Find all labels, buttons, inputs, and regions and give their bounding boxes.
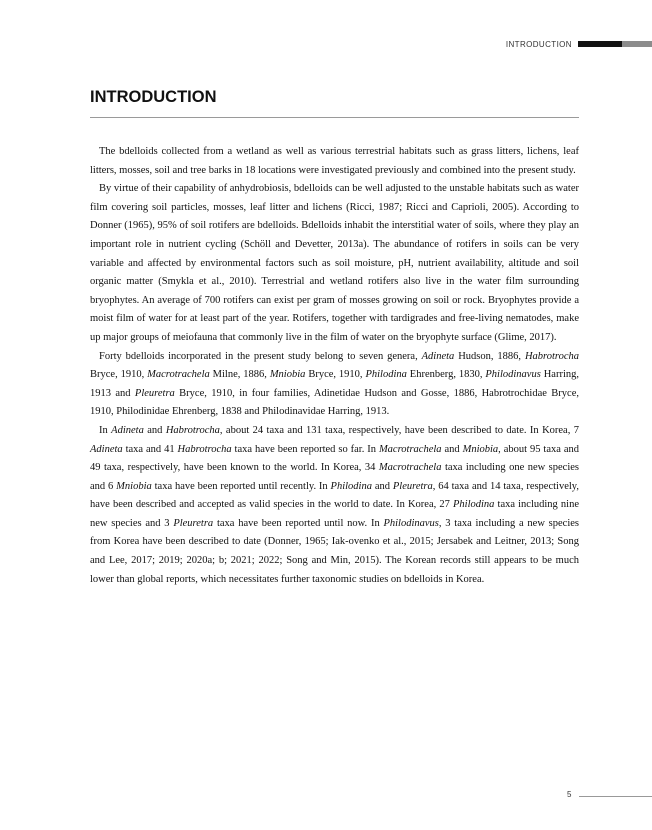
chapter-title: INTRODUCTION [90, 88, 217, 106]
paragraph: By virtue of their capability of anhydrobiosis, bdelloids can be well adjusted to the unstable habitats such as water film covering soil particles, mosses, leaf litter and lichens (Ricci, 1987; Ricci and Caprioli, 2005). According to Donner (1965), 95% of soil rotifers are bdelloids. Bdelloids inhabit the interstitial water of soils, where they play an important role in nutrient cycling (Schöll and Devetter, 2013a). The abundance of rotifers in soils can be very variable and affected by environmental factors such as soil moisture, pH, nutrient availability, altitude and soil organic matter (Smykla et al., 2010). Terrestrial and wetland rotifers also live in the water film surrounding bryophytes. An average of 700 rotifers can exist per gram of mosses growing on soil or rock. Bryophytes provide a moist film of water for at least part of the year. Rotifers, together with tardigrades and free-living nematodes, make up major groups of meiofauna that commonly live in the film of water on the bryophyte surface (Glime, 2017). [90, 183, 579, 343]
paragraph: The bdelloids collected from a wetland as well as various terrestrial habitats such as grass litters, lichens, leaf litters, mosses, soil and tree barks in 18 locations were investigated previously and combined into the present study. [90, 146, 579, 176]
header-bar-gray [622, 41, 652, 47]
page-number: 5 [567, 790, 572, 799]
running-header [506, 38, 652, 50]
running-header-title: INTRODUCTION [505, 39, 572, 49]
header-bar-dark [578, 41, 622, 47]
title-divider [90, 117, 579, 118]
footer-divider [579, 796, 652, 797]
paragraph: Forty bdelloids incorporated in the present study belong to seven genera, Adineta Hudson, 1886, Habrotrocha Bryce, 1910, Macrotrachela Milne, 1886, Mniobia Bryce, 1910, Philodina Ehrenberg, 1830, Philodinavus Harring, 1913 and Pleuretra Bryce, 1910, in four families, Adinetidae Hudson and Gosse, 1886, Habrotrochidae Bryce, 1910, Philodinidae Ehrenberg, 1838 and Philodinavidae Harring, 1913. [90, 350, 580, 418]
paragraph: In Adineta and Habrotrocha, about 24 taxa and 131 taxa, respectively, have been described to date. In Korea, 7 Adineta taxa and 41 Habrotrocha taxa have been reported so far. In Macrotrachela and Mniobia, about 95 taxa and 49 taxa, respectively, have been known to the world. In Korea, 34 Macrotrachela taxa including one new species and 6 Mniobia taxa have been reported until recently. In Philodina and Pleuretra, 64 taxa and 14 taxa, respectively, have been described and accepted as valid species in the world to date. In Korea, 27 Philodina taxa including nine new species and 3 Pleuretra taxa have been reported until now. In Philodinavus, 3 taxa including a new species from Korea have been described to date (Donner, 1965; Iak-ovenko et al., 2015; Jersabek and Leitner, 2013; Song and Lee, 2017; 2019; 2020a; b; 2021; 2022; Song and Min, 2015). The Korean records still appears to be much lower than global reports, which necessitates further taxonomic studies on bdelloids in Korea. [90, 424, 580, 585]
body-text [90, 143, 579, 589]
